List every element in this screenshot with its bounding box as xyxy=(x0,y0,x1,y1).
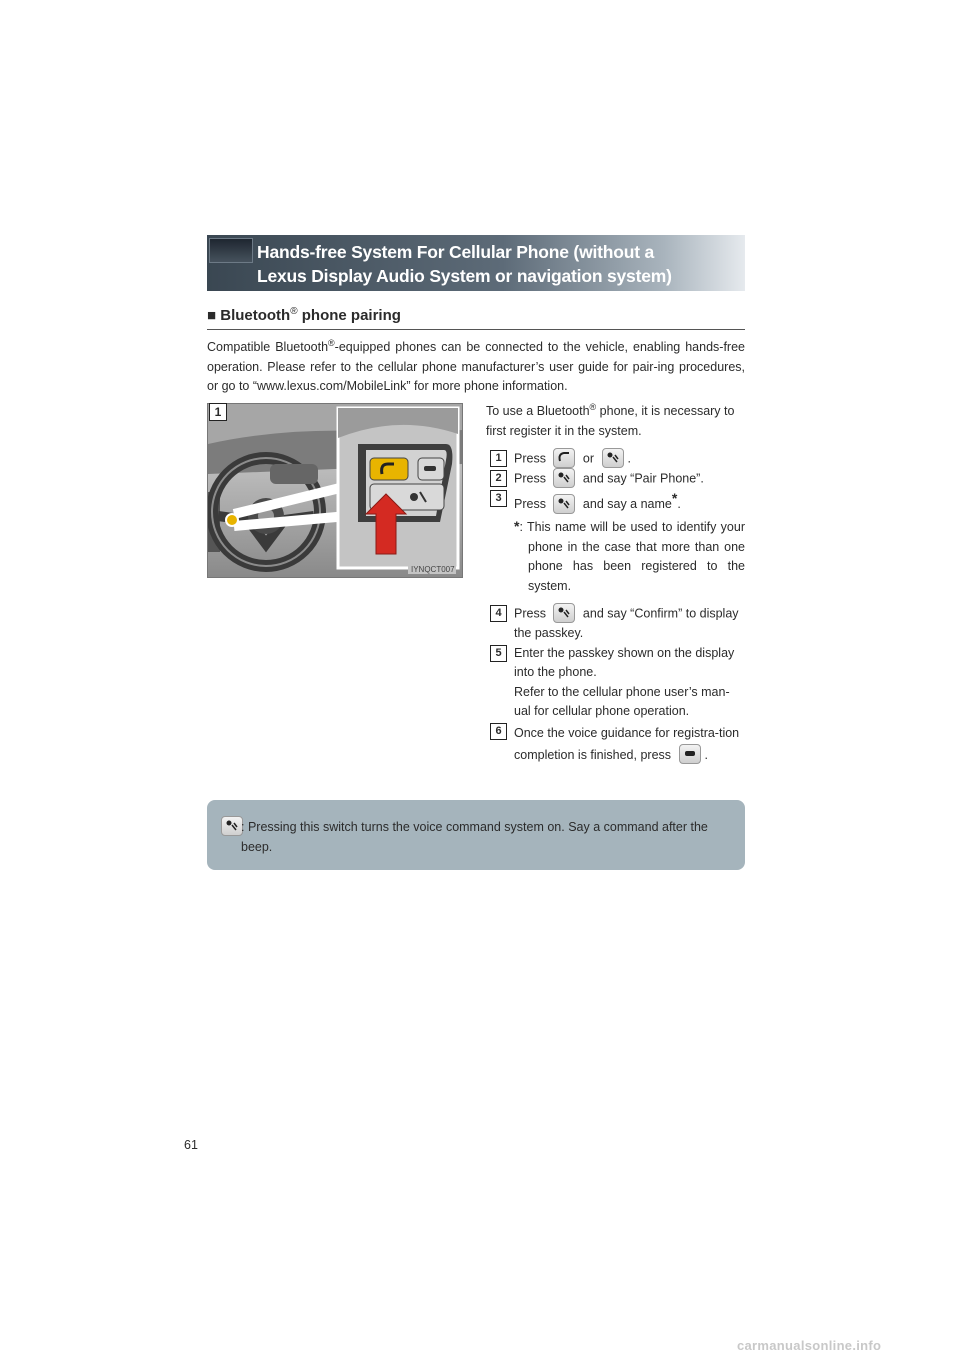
step-text: Press xyxy=(514,471,546,486)
step-number: 4 xyxy=(490,605,507,622)
registered-mark: ® xyxy=(328,338,335,348)
figure-number-badge: 1 xyxy=(209,403,227,421)
step-number: 1 xyxy=(490,450,507,467)
figure-code: IYNQCT007 xyxy=(411,565,455,574)
step-number: 5 xyxy=(490,645,507,662)
registered-mark: ® xyxy=(589,402,597,412)
instruction-steps xyxy=(486,398,745,766)
page-title xyxy=(257,240,737,288)
section-header xyxy=(207,235,745,291)
step-text: and say “Confirm” to display the passkey. xyxy=(514,606,739,641)
section-heading xyxy=(207,306,745,330)
step-number: 6 xyxy=(490,723,507,740)
page-number: 61 xyxy=(184,1138,198,1152)
step-number: 2 xyxy=(490,470,507,487)
talk-switch-icon xyxy=(553,603,575,623)
step-text: and say “Pair Phone”. xyxy=(582,471,704,486)
registered-mark: ® xyxy=(290,306,298,317)
footnote-text xyxy=(514,517,745,596)
step-text: . xyxy=(627,451,632,466)
steps-lead xyxy=(486,398,745,441)
footnote xyxy=(486,517,745,596)
step-5 xyxy=(486,644,745,722)
footnote-body: : This name will be used to identify your phone in the case that more than one phone has been registered to the system. xyxy=(519,520,745,593)
step-text: Once the voice guidance for registra-tion completion is finished, press xyxy=(514,725,740,762)
title-line-2: Lexus Display Audio System or navigation system) xyxy=(257,266,672,286)
step-number: 3 xyxy=(490,490,507,507)
step-3 xyxy=(486,489,745,515)
talk-switch-icon xyxy=(221,816,243,836)
lead-text-2: phone, it is necessary to first register it in the system. xyxy=(486,404,735,438)
pick-up-phone-icon xyxy=(553,448,575,468)
hang-up-phone-icon xyxy=(679,744,701,764)
heading-bullet: ■ xyxy=(207,307,217,324)
step-4 xyxy=(486,604,745,644)
step-text: Enter the passkey shown on the display into the phone. xyxy=(514,645,735,680)
step-text: . xyxy=(677,497,681,512)
step-text: . xyxy=(704,747,708,762)
step-text: Press xyxy=(514,497,546,512)
talk-switch-icon xyxy=(602,448,624,468)
step-1 xyxy=(486,449,745,469)
dashboard-illustration xyxy=(207,403,463,578)
title-line-1: Hands-free System For Cellular Phone (without a xyxy=(257,242,655,262)
intro-text-1: Compatible Bluetooth xyxy=(207,340,329,355)
heading-text-rest: phone pairing xyxy=(297,307,401,324)
step-text: Refer to the cellular phone user’s man-ual for cellular phone operation. xyxy=(514,684,730,719)
header-thumbnail xyxy=(209,238,253,263)
info-box xyxy=(207,800,745,870)
step-text: Press xyxy=(514,451,546,466)
footnote-mark: * xyxy=(671,490,678,507)
intro-text-2: -equipped phones can be connected to the vehicle, enabling hands-free operation. Please refer to the cellular phone manufacturer’s user guide for pair-ing procedures, or go to “www.lexus.com/MobileLink” for more phone information. xyxy=(207,340,745,394)
step-6 xyxy=(486,722,745,766)
step-2 xyxy=(486,469,745,489)
intro-paragraph xyxy=(207,334,745,397)
step-text: Press xyxy=(514,606,546,621)
steering-wheel-illustration xyxy=(208,404,462,577)
step-text: and say a name xyxy=(582,497,672,512)
footnote-mark: * xyxy=(514,518,520,535)
talk-switch-icon xyxy=(553,494,575,514)
talk-switch-icon xyxy=(553,468,575,488)
lead-text-1: To use a Bluetooth xyxy=(486,404,590,419)
info-text: : Pressing this switch turns the voice command system on. Say a command after the beep. xyxy=(241,820,708,854)
step-text: or xyxy=(582,451,595,466)
heading-text: Bluetooth xyxy=(220,307,291,324)
watermark: carmanualsonline.info xyxy=(737,1338,882,1353)
